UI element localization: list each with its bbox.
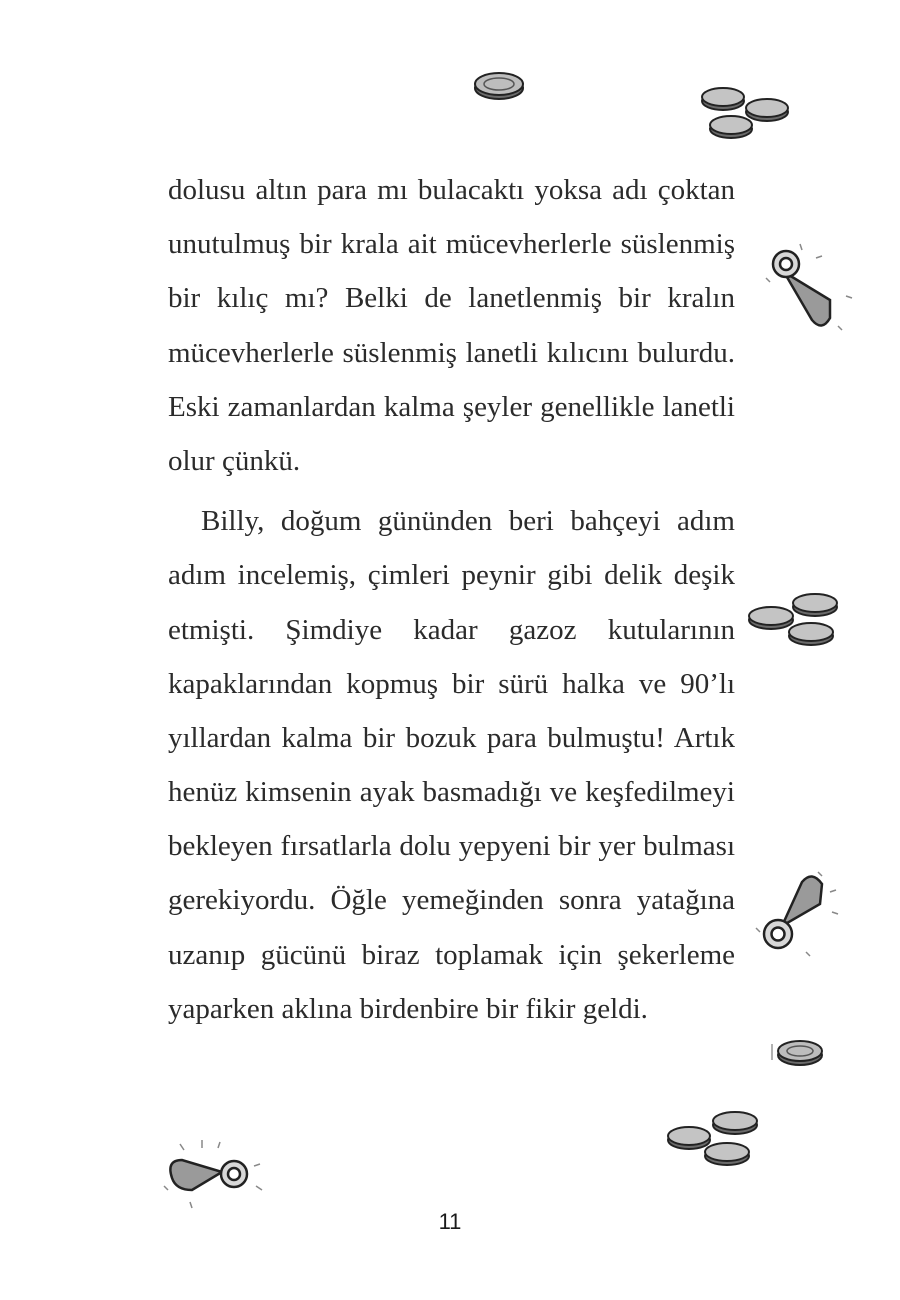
coin-stack-icon bbox=[745, 588, 845, 652]
text-line: mücevherlerle süslenmiş lanetli kılıcını bulurdu. bbox=[168, 336, 735, 369]
text-line: etmişti. Şimdiye kadar gazoz kutularının bbox=[168, 613, 735, 646]
text-line: yıllardan kalma bir bozuk para bulmuştu! Artık bbox=[168, 721, 735, 754]
can-pull-tab-icon bbox=[760, 238, 856, 334]
text-line: kapaklarından kopmuş bir sürü halka ve 90’lı bbox=[168, 667, 735, 700]
paragraph-1 bbox=[168, 163, 735, 488]
body-text bbox=[168, 163, 735, 1036]
text-line: henüz kimsenin ayak basmadığı ve keşfedilmeyi bbox=[168, 776, 735, 809]
paragraph-2 bbox=[168, 494, 735, 1036]
text-line: olur çünkü. bbox=[168, 444, 301, 477]
text-line: bir kılıç mı? Belki de lanetlenmiş bir kralın bbox=[168, 282, 735, 315]
text-line: yaparken aklına birdenbire bir fikir geldi. bbox=[168, 992, 648, 1025]
can-pull-tab-icon bbox=[748, 868, 842, 962]
text-line: Eski zamanlardan kalma şeyler genellikle lanetli bbox=[168, 390, 735, 423]
page-number: 11 bbox=[438, 1209, 462, 1234]
coin-stack-icon bbox=[695, 82, 795, 142]
text-line: uzanıp gücünü biraz toplamak için şekerleme bbox=[168, 938, 735, 971]
can-pull-tab-icon bbox=[160, 1136, 264, 1212]
coin-icon bbox=[470, 68, 528, 104]
text-line: unutulmuş bir krala ait mücevherlerle süslenmiş bbox=[168, 228, 735, 261]
text-line: dolusu altın para mı bulacaktı yoksa adı çoktan bbox=[168, 174, 735, 206]
text-line: Billy, doğum gününden beri bahçeyi adım bbox=[201, 505, 735, 538]
text-line: bekleyen fırsatlarla dolu yepyeni bir yer bulması bbox=[168, 830, 735, 863]
text-line: adım incelemiş, çimleri peynir gibi delik deşik bbox=[168, 559, 735, 592]
coin-stack-icon bbox=[665, 1108, 765, 1172]
text-line: gerekiyordu. Öğle yemeğinden sonra yatağına bbox=[168, 884, 735, 917]
coin-icon bbox=[768, 1034, 828, 1070]
